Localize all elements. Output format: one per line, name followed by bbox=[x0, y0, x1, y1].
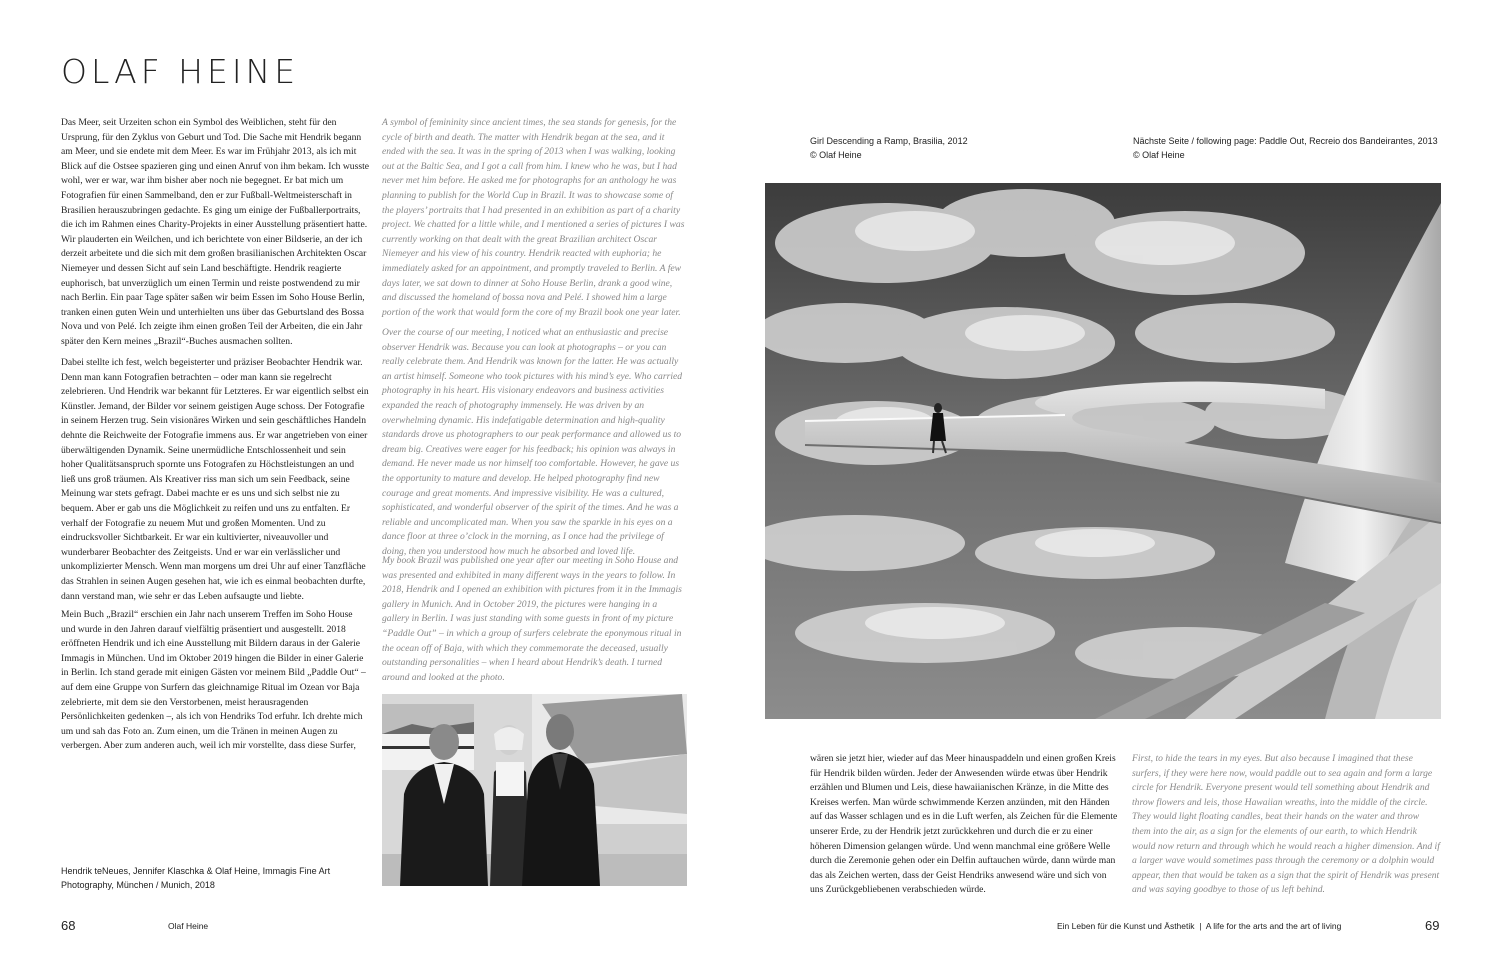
english-paragraph-3: My book Brazil was published one year after our meeting in Soho House and was presented and exhibited in many different ways in the years to follow. In 2018, Hendrik and I opened an exhibition with pictures from it in the Immagis gallery in Munich. And in October 2019, the pictures were hanging in a gallery in Berlin. I was just standing with some guests in front of my picture “Paddle Out” – in which a group of surfers celebrate the eponymous ritual in the ocean off of Baja, with which they commemorate the deceased, usually outstanding personalities – when I heard about Hendrik’s death. I turned around and looked at the photo. bbox=[382, 555, 682, 683]
photo-caption-line-2: Photography, München / Munich, 2018 bbox=[61, 880, 215, 890]
running-footer-right: Ein Leben für die Kunst und Ästhetik | A life for the arts and the art of living bbox=[1057, 921, 1342, 931]
page-number-left: 68 bbox=[61, 918, 76, 933]
gallery-photo bbox=[382, 694, 687, 886]
page-title: OLAF HEINE bbox=[61, 52, 300, 91]
english-paragraph-2: Over the course of our meeting, I noticed what an enthusiastic and precise observer Hendrik was. Because you can look at photographs – or you can really celebrate them. And Hendrik was known for the latter. He was actually an artist himself. Someone who took pictures with his mind’s eye. Who carried photography in his heart. His visionary endeavors and business activities expanded the reach of photography immensely. He was driven by an overwhelming dynamic. His indefatigable determination and high-quality standards drove us photographers to our peak performance and allowed us to dream big. Creatives were eager for his feedback; his opinion was always in demand. He never made us nor himself too comfortable. However, he gave us the opportunity to mature and develop. He helped photography find new courage and great moments. And impressive visibility. He was a cultured, sophisticated, and wonderful observer of the spirit of the times. And he was a reliable and uncomplicated man. When you saw the sparkle in his eyes on a dance floor at three o’clock in the morning, as I once had the privilege of doing, then you understood how much he absorbed and loved life. bbox=[382, 327, 683, 557]
english-text-continued: First, to hide the tears in my eyes. But also because I imagined that these surfers, if they were here now, would paddle out to sea again and form a large circle for Hendrik. Everyone present would tell something about Hendrik and throw flowers and leis, those Hawaiian wreaths, into the middle of the circle. They would light floating candles, beat their hands on the water and throw them into the air, as a sign for the elements of our earth, to which Hendrik would now return and through which he would reach a higher dimension. And if a larger wave would sometimes pass through the ceremony or a dolphin would appear, then that would be taken as a sign that the spirit of Hendrik was present and was saying goodbye to those of us left behind. bbox=[1132, 753, 1440, 896]
next-page-caption bbox=[1133, 134, 1438, 162]
main-photo-caption-line-1: Girl Descending a Ramp, Brasilia, 2012 bbox=[810, 136, 968, 146]
photo-caption bbox=[61, 864, 330, 892]
english-paragraph-1: A symbol of femininity since ancient times, the sea stands for genesis, for the cycle of birth and death. The matter with Hendrik began at the sea, and it ended with the sea. It was in the spring of 2013 when I was walking, looking out at the Baltic Sea, and I got a call from him. I knew who he was, but I had never met him before. He asked me for photographs for an anthology he was planning to publish for the World Cup in Brazil. It was to showcase some of the players’ portraits that I had presented in an exhibition as part of a charity project. We chatted for a little while, and I mentioned a series of pictures I was currently working on that dealt with the great Brazilian architect Oscar Niemeyer and his view of his country. Hendrik reacted with euphoria; he immediately asked for an appointment, and promptly traveled to Berlin. A few days later, we sat down to dinner at Soho House Berlin, drank a good wine, and discussed the homeland of bossa nova and Pelé. I showed him a large portion of the work that would form the core of my Brazil book one year later. bbox=[382, 117, 685, 318]
main-photo-caption-line-2: © Olaf Heine bbox=[810, 150, 862, 160]
next-page-caption-line-2: © Olaf Heine bbox=[1133, 150, 1185, 160]
german-text-continued: wären sie jetzt hier, wieder auf das Meer hinauspaddeln und einen großen Kreis für Hendrik bilden würden. Jeder der Anwesenden würde etwas über Hendrik erzählen und Blumen und Leis, diese hawaiianischen Kränze, in die Mitte des Kreises werfen. Man würde schwimmende Kerzen anzünden, mit den Händen auf das Wasser schlagen und es in die Luft werfen, als Zeichen für die Elemente unserer Erde, zu der Hendrik jetzt zurückkehren und durch die er zu einer höheren Dimension gelangen würde. Und wenn manchmal eine größere Welle durch die Zeremonie gehen oder ein Delfin auftauchen würde, dann würde man das als Zeichen werten, dass der Geist Hendriks anwesend wäre und sich von uns Zurückgebliebenen verabschieden würde. bbox=[810, 753, 1118, 896]
main-photo bbox=[765, 183, 1441, 719]
german-paragraph-1: Das Meer, seit Urzeiten schon ein Symbol des Weiblichen, steht für den Ursprung, für den Zyklus von Geburt und Tod. Die Sache mit Hendrik begann am Meer, und sie endete mit dem Meer. Es war im Frühjahr 2013, als ich mit Blick auf die Ostsee spazieren ging und einen Anruf von ihm bekam. Ich wusste wohl, wer er war, war ihm bisher aber noch nie begegnet. Er bat mich um Fotografien für einen Sammelband, den er zur Fußball-Weltmeisterschaft in Brasilien herauszubringen gedachte. Es ging um einige der Fußballerportraits, die ich im Rahmen eines Charity-Projekts in einer Ausstellung präsentiert hatte. Wir plauderten ein Weilchen, und ich berichtete von einer Bildserie, an der ich derzeit arbeitete und die sich mit dem großen brasilianischen Architekten Oscar Niemeyer und dessen Sicht auf sein Land beschäftigte. Hendrik reagierte euphorisch, bat unverzüglich um einen Termin und reiste postwendend zu mir nach Berlin. Ein paar Tage später saßen wir beim Essen im Soho House Berlin, tranken einen guten Wein und unterhielten uns über das Geburtsland des Bossa Nova und von Pelé. Ich zeigte ihm einen großen Teil der Arbeiten, die ein Jahr später den Kern meines „Brazil“-Buches ausmachen sollten. bbox=[61, 117, 369, 347]
page-number-right: 69 bbox=[1425, 918, 1440, 933]
german-paragraph-2: Dabei stellte ich fest, welch begeisterter und präziser Beobachter Hendrik war. Denn man kann Fotografien betrachten – oder man kann sie regelrecht zelebrieren. Und Hendrik war bekannt für Letzteres. Er war eigentlich selbst ein Künstler. Jemand, der Bilder vor seinem geistigen Auge schoss. Der Fotografie in seinem Herzen trug. Sein visionäres Wirken und sein geschäftliches Handeln dehnte die Reichweite der Fotografie immens aus. Er war angetrieben von einer überwältigenden Dynamik. Seine unermüdliche Entschlossenheit und sein hoher Qualitätsanspruch spornte uns Fotografen zu Höchstleistungen an und ließ uns groß träumen. Als Kreativer riss man sich um sein Feedback, seine Meinung war stets gefragt. Dabei machte er es uns und sich selbst nie zu bequem. Aber er gab uns die Möglichkeit zu reifen und uns zu entfalten. Er verhalf der Fotografie zu neuem Mut und großen Momenten. Und zu eindrucksvoller Sichtbarkeit. Er war ein kultivierter, niveauvoller und wunderbarer Beobachter des Zeitgeists. Und er war ein verlässlicher und unkomplizierter Mensch. Wenn man morgens um drei Uhr auf einer Tanzfläche das Strahlen in seinen Augen gesehen hat, wie ich es einmal beobachten durfte, dann verstand man, wie sehr er das Leben aufsaugte und liebte. bbox=[61, 357, 369, 602]
running-head-left: Olaf Heine bbox=[168, 921, 209, 931]
main-photo-caption bbox=[810, 134, 968, 162]
photo-caption-line-1: Hendrik teNeues, Jennifer Klaschka & Olaf Heine, Immagis Fine Art bbox=[61, 866, 331, 876]
german-paragraph-3: Mein Buch „Brazil“ erschien ein Jahr nach unserem Treffen im Soho House und wurde in den Jahren darauf vielfältig präsentiert und ausgestellt. 2018 eröffneten Hendrik und ich eine Ausstellung mit Bildern daraus in der Galerie Immagis in München. Und im Oktober 2019 hingen die Bilder in einer Galerie in Berlin. Ich stand gerade mit einigen Gästen vor meinem Bild „Paddle Out“ – auf dem eine Gruppe von Surfern das gleichnamige Ritual im Ozean vor Baja zelebrierte, mit dem sie den Verstorbenen, meist herausragenden Persönlichkeiten gedenken –, als ich von Hendriks Tod erfuhr. Ich drehte mich um und sah das Foto an. Zum einen, um die Tränen in meinen Augen zu verbergen. Aber zum anderen auch, weil ich mir vorstellte, dass diese Surfer, bbox=[61, 609, 366, 752]
next-page-caption-line-1: Nächste Seite / following page: Paddle Out, Recreio dos Bandeirantes, 2013 bbox=[1133, 136, 1438, 146]
